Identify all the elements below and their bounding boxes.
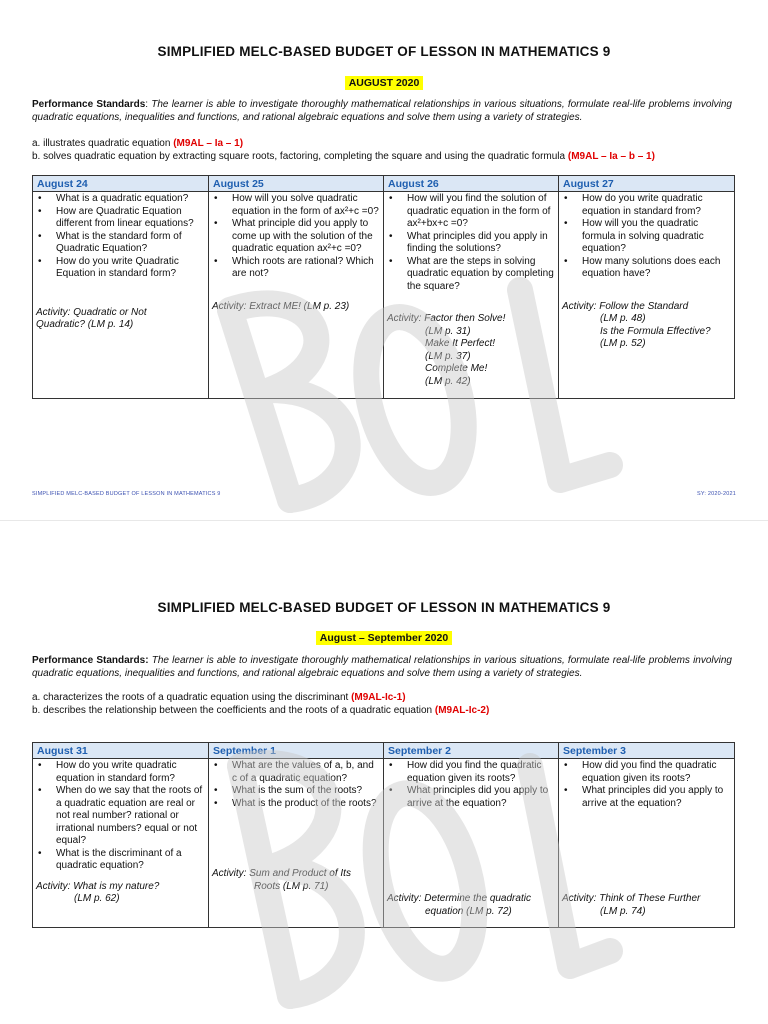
- day-cell: [33, 192, 209, 399]
- day-header: September 1: [209, 743, 384, 759]
- question-item: • How do you write quadratic equation in standard form?: [50, 760, 205, 785]
- objective-a: a. characterizes the roots of a quadratic equation using the discriminant (M9AL-Ic-1): [32, 692, 406, 703]
- question-item: • How many solutions does each equation have?: [576, 256, 731, 281]
- activity: Activity: Sum and Product of Its Roots (LM p. 71): [212, 868, 351, 892]
- activity: Activity: Quadratic or Not Quadratic? (LM p. 14): [36, 306, 147, 330]
- day-header: August 25: [209, 176, 384, 192]
- question-item: • What principles did you apply in finding the solutions?: [401, 231, 555, 256]
- question-item: • What is the discriminant of a quadratic equation?: [50, 848, 205, 873]
- question-item: • How will you the quadratic formula in solving quadratic equation?: [576, 218, 731, 256]
- page-title: SIMPLIFIED MELC-BASED BUDGET OF LESSON IN MATHEMATICS 9: [157, 600, 611, 615]
- performance-standards: Performance Standards: The learner is able to investigate thoroughly mathematical relationships in various situations, formulate real-life problems involving quadratic equations, inequalities and functions, and rational algebraic equations and solve them using a variety of strategies.: [32, 99, 732, 123]
- day-header: September 2: [384, 743, 559, 759]
- question-item: • What principles did you apply to arrive at the equation?: [401, 785, 555, 810]
- day-header: August 27: [559, 176, 735, 192]
- question-item: • What are the values of a, b, and c of a quadratic equation?: [226, 760, 380, 785]
- question-item: • How do you write Quadratic Equation in standard form?: [50, 256, 205, 281]
- objective-b: b. describes the relationship between the coefficients and the roots of a quadratic equation (M9AL-Ic-2): [32, 705, 490, 716]
- day-header: August 26: [384, 176, 559, 192]
- activity: Activity: Think of These Further (LM p. 74): [562, 893, 701, 917]
- question-item: • How will you solve quadratic equation in the form of ax²+c =0?: [226, 193, 380, 218]
- lesson-table: [32, 742, 735, 928]
- question-item: • Which roots are rational? Which are not?: [226, 256, 380, 281]
- performance-text: The learner is able to investigate thoroughly mathematical relationships in various situations, formulate real-life problems involving quadratic equations, inequalities and functions, and rational algebraic equations and solve them using a variety of strategies.: [32, 99, 732, 123]
- question-item: • What is a quadratic equation?: [50, 193, 205, 206]
- day-header: August 31: [33, 743, 209, 759]
- melc-code: (M9AL – Ia – b – 1): [567, 151, 655, 162]
- question-item: • How will you find the solution of quadratic equation in the form of ax²+bx+c =0?: [401, 193, 555, 231]
- month-label: August – September 2020: [0, 628, 768, 646]
- question-item: • What principles did you apply to arrive at the equation?: [576, 785, 731, 810]
- melc-code: (M9AL-Ic-1): [351, 692, 406, 703]
- performance-text: The learner is able to investigate thoroughly mathematical relationships in various situations, formulate real-life problems involving quadratic equations, inequalities and functions, and rational algebraic equations and solve them using a variety of strategies.: [32, 655, 732, 679]
- melc-code: (M9AL – Ia – 1): [173, 138, 244, 149]
- melc-code: (M9AL-Ic-2): [434, 705, 490, 716]
- lesson-table: [32, 175, 735, 399]
- day-cell: [384, 759, 559, 928]
- footer-school-year: SY: 2020-2021: [697, 491, 736, 497]
- day-header: September 3: [559, 743, 735, 759]
- question-item: • What principle did you apply to come up with the solution of the quadratic equation ax²+c =0?: [226, 218, 380, 256]
- question-item: • When do we say that the roots of a quadratic equation are real or not real number? rational or irrational numbers? equal or not equal?: [50, 785, 205, 848]
- page-break: [0, 520, 768, 557]
- performance-standards: [32, 655, 732, 680]
- activity: Activity: Determine the quadratic equation (LM p. 72): [387, 893, 531, 917]
- performance-label: Performance Standards:: [32, 655, 149, 666]
- day-header: August 24: [33, 176, 209, 192]
- page-title: SIMPLIFIED MELC-BASED BUDGET OF LESSON IN MATHEMATICS 9: [157, 44, 611, 59]
- question-item: • How did you find the quadratic equation given its roots?: [576, 760, 731, 785]
- day-cell: [559, 759, 735, 928]
- day-cell: [33, 759, 209, 928]
- day-cell: [209, 759, 384, 928]
- question-item: • How do you write quadratic equation in standard from?: [576, 193, 731, 218]
- month-label: AUGUST 2020: [0, 73, 768, 91]
- footer-title: SIMPLIFIED MELC-BASED BUDGET OF LESSON IN MATHEMATICS 9: [32, 491, 221, 497]
- activity: Activity: What is my nature? (LM p. 62): [36, 880, 160, 904]
- objective-b: b. solves quadratic equation by extracting square roots, factoring, completing the square and using the quadratic formula (M9AL – Ia – b – 1): [32, 151, 655, 162]
- question-item: • What is the standard form of Quadratic Equation?: [50, 231, 205, 256]
- activity: Activity: Factor then Solve! (LM p. 31) Make It Perfect! (LM p. 37) Complete Me! (LM p. 42): [387, 313, 506, 387]
- watermark-text: BOL: [200, 237, 233, 254]
- day-cell: [209, 192, 384, 399]
- question-item: • What are the steps in solving quadratic equation by completing the square?: [401, 256, 555, 294]
- objective-a: a. illustrates quadratic equation (M9AL – Ia – 1): [32, 138, 244, 149]
- day-cell: [559, 192, 735, 399]
- question-item: • How are Quadratic Equation different from linear equations?: [50, 206, 205, 231]
- performance-label: Performance Standards: [32, 99, 146, 110]
- question-item: • What is the sum of the roots?: [226, 785, 380, 798]
- day-cell: [384, 192, 559, 399]
- question-item: • What is the product of the roots?: [226, 798, 380, 811]
- question-item: • How did you find the quadratic equation given its roots?: [401, 760, 555, 785]
- activity: Activity: Extract ME! (LM p. 23): [212, 300, 350, 312]
- activity: Activity: Follow the Standard (LM p. 48) Is the Formula Effective? (LM p. 52): [562, 300, 711, 349]
- page-2: [0, 556, 768, 1024]
